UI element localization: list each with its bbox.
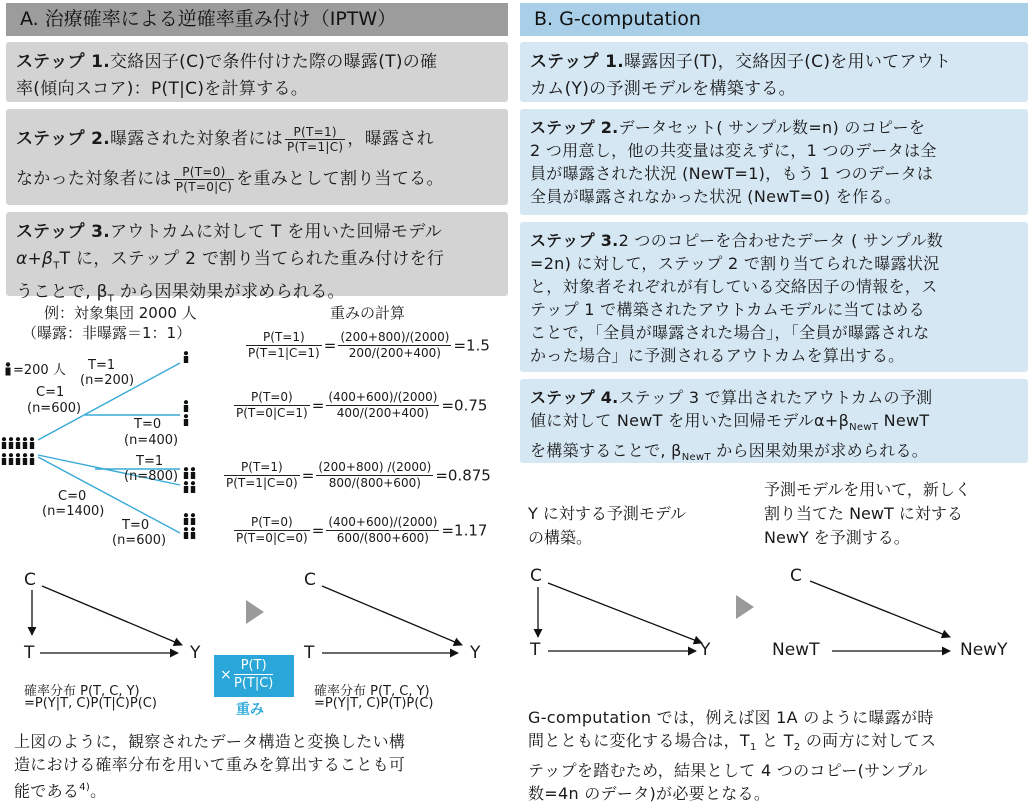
fraction-denominator: P(T=0|C=0) (236, 531, 308, 545)
weight-box (214, 655, 294, 697)
panel-a-note (14, 730, 508, 802)
step-label: ステップ 3. (530, 231, 619, 250)
weight-calc: $\frac{P(T=1)}{P(T=1|C=0)}$ = $\frac{(200+800) /(2000)}{800/(800+600)}$ =0.875 (226, 460, 491, 490)
transform-arrow (246, 600, 264, 624)
weight-calc: $\frac{P(T=0)}{P(T=0|C=1)}$ = $\frac{(400+600)/(2000)}{400/(200+400)}$ =0.75 (236, 390, 488, 420)
subscript: T (53, 260, 60, 272)
calc-fraction (224, 460, 300, 491)
person-icon-body (2, 458, 6, 465)
transform-arrow (736, 595, 754, 619)
fraction-numerator: (200+800) /(2000) (318, 460, 432, 474)
step-text: テップ 1 で構築されたアウトカムモデルに当てはめる (530, 300, 925, 319)
dag-node-y: Y (700, 640, 711, 660)
caption-line: Y に対する予測モデル (528, 504, 687, 523)
dag-distribution: 確率分布 P(T, C, Y) (314, 684, 430, 699)
panel-b-step2 (520, 109, 1028, 215)
panel-b-left-caption (528, 502, 686, 550)
step-text: 全員が曝露されなかった状況 (NewT=0) を作る。 (530, 187, 902, 206)
step-label: ステップ 2. (16, 129, 110, 149)
dag-distribution: 確率分布 P(T, C, Y) (24, 684, 140, 699)
person-icon-head (184, 481, 188, 485)
weight-label: 重み (236, 702, 264, 718)
calc-result: =0.75 (441, 396, 488, 415)
tree-label: C=1 (36, 385, 65, 400)
dag-node-y: Y (190, 643, 201, 663)
step-text: ステップ 3 で算出されたアウトカムの予測 (618, 388, 933, 407)
step-text: T に，ステップ 2 で割り当てられた重み付けを行 (59, 249, 445, 269)
tree-label: (n=800) (124, 469, 179, 484)
calc-fraction (326, 515, 439, 546)
fraction-denominator: P(T=1|C) (286, 139, 344, 154)
step-text: うことで, β (16, 282, 108, 303)
times-symbol: × (220, 667, 232, 683)
weight-calc: $\frac{P(T=1)}{P(T=1|C=1)}$ = $\frac{(200+800)/(2000)}{200/(200+400)}$ =1.5 (248, 330, 490, 360)
subscript: 1 (749, 742, 757, 754)
step-label: ステップ 4. (530, 388, 619, 407)
subscript: NewT (849, 422, 879, 434)
tree-label: (n=600) (27, 401, 82, 416)
person-icon-body (191, 472, 195, 479)
dag-model-arrows (538, 583, 702, 651)
tree-label: (n=600) (112, 533, 167, 548)
person-icon-head (184, 527, 188, 531)
person-icon-head (23, 437, 27, 441)
fraction-denominator: 600/(800+600) (336, 531, 429, 545)
fraction-denominator: P(T=0|C=1) (236, 406, 308, 420)
population-icons (2, 437, 34, 465)
dag-node-newy: NewY (960, 640, 1008, 660)
weight-fraction (174, 165, 234, 194)
weight-fraction (234, 657, 273, 692)
panel-b-step1 (520, 42, 1028, 102)
dag-node-t: T (530, 640, 541, 660)
person-icon-body (30, 458, 34, 465)
fraction-denominator: P(T|C) (234, 676, 274, 691)
panel-b-note (528, 706, 1022, 805)
step-text: データセット( サンプル数=n) のコピーを (618, 118, 926, 137)
tree-label: T=0 (134, 417, 162, 432)
calc-fraction (246, 330, 322, 361)
step-text: 値に対して NewT を用いた回帰モデルα+β (530, 411, 850, 430)
panel-a-step1 (6, 42, 508, 102)
person-icon-body (184, 518, 188, 525)
calc-result: =1.17 (441, 521, 488, 540)
person-icon-head (191, 513, 195, 517)
note-line: と T (756, 731, 794, 750)
person-icon-body (191, 518, 195, 525)
example-ratio: （曝露：非曝露＝1：1） (22, 324, 192, 342)
reference-number: 4) (79, 782, 91, 793)
person-icon-body (2, 442, 6, 449)
tree-label: T=0 (122, 518, 150, 533)
fraction-numerator: P(T=0) (234, 390, 310, 406)
panel-b-right-caption (764, 478, 971, 550)
person-icon-head (30, 437, 34, 441)
step-text: を重みとして割り当てる。 (236, 169, 444, 189)
step-text: から因果効果が求められる。 (114, 282, 345, 303)
person-icon-body (9, 458, 13, 465)
calc-result: =1.5 (453, 336, 490, 355)
panel-a-dag-arrows (0, 560, 510, 670)
step-text: かった場合」に予測されるアウトカムを算出する。 (530, 346, 905, 365)
person-icon-body (184, 356, 188, 363)
fraction-denominator: P(T=1|C=0) (226, 476, 298, 490)
note-line: テップを踏むため，結果として 4 つのコピー(サンプル (528, 761, 928, 781)
panel-a-title: A. 治療確率による逆確率重み付け（IPTW） (6, 3, 508, 36)
tree-label: (n=200) (80, 373, 135, 388)
step-label: ステップ 1. (530, 52, 624, 72)
person-icon-head (16, 437, 20, 441)
person-icon-body (184, 419, 188, 426)
person-icon-head (2, 437, 6, 441)
person-icon-head (191, 481, 195, 485)
step-text: 率(傾向スコア)：P(T|C)を計算する。 (16, 79, 309, 99)
panel-b-step3 (520, 222, 1028, 372)
tree-label: T=1 (88, 358, 116, 373)
note-line: 。 (90, 781, 107, 801)
person-icon-head (30, 453, 34, 457)
person-icon-head (2, 453, 6, 457)
fraction-denominator: 800/(800+600) (328, 476, 421, 490)
step-text: 員が曝露された状況 (NewT=1)，もう 1 つのデータは (530, 164, 934, 183)
panel-a-step3 (6, 212, 508, 305)
step-text: カム(Y)の予測モデルを構築する。 (530, 79, 796, 99)
calc-fraction (338, 330, 451, 361)
person-icon-head (191, 527, 195, 531)
person-icon-head (9, 437, 13, 441)
note-line: 間とともに変化する場合は，T (528, 731, 750, 750)
fraction-numerator: (400+600)/(2000) (328, 390, 438, 404)
step-text: なかった対象者には (16, 169, 172, 189)
dag-node-c: C (24, 570, 36, 590)
person-icon-body (16, 442, 20, 449)
person-icon-head (184, 467, 188, 471)
legend-label: =200 人 (13, 363, 66, 378)
person-icon-body (191, 532, 195, 539)
fraction-numerator: (400+600)/(2000) (328, 515, 438, 529)
step-text: と，対象者それぞれが有している交絡因子の情報を，ス (530, 277, 938, 296)
step-text: アウトカムに対して T を用いた回帰モデル (109, 222, 443, 242)
note-line: 数=4n のデータ)が必要となる。 (528, 784, 771, 804)
tree-label: (n=1400) (42, 504, 105, 519)
fraction-numerator: P(T=1) (246, 330, 322, 346)
person-icon-head (184, 414, 188, 418)
step-text: 曝露因子(T)，交絡因子(C)を用いてアウト (623, 52, 952, 72)
note-line: 能である (14, 781, 80, 801)
fraction-numerator: P(T=1) (285, 125, 345, 140)
panel-b-step4 (520, 379, 1028, 463)
example-title: 例：対象集団 2000 人 (44, 304, 197, 322)
fraction-numerator: P(T=0) (234, 515, 310, 531)
dag-target-arrows (322, 586, 462, 653)
panel-a-step2 (6, 109, 508, 205)
fraction-denominator: P(T=1|C=1) (248, 346, 320, 360)
dag-node-newt: NewT (772, 640, 820, 660)
tree-label: C=0 (58, 489, 87, 504)
step-text: ことで，「全員が曝露された場合」，「全員が曝露されな (530, 323, 930, 342)
note-line: 造における確率分布を用いて重みを算出することも可 (14, 755, 406, 774)
step-label: ステップ 2. (530, 118, 619, 137)
step-text: から因果効果が求められる。 (710, 441, 929, 461)
person-icon-body (23, 442, 27, 449)
step-text: ，曝露され (347, 129, 434, 149)
person-icon-body (184, 405, 188, 412)
step-text: 曝露された対象者には (109, 129, 283, 149)
person-icon-body (184, 486, 188, 493)
dag-predict-arrows (810, 581, 950, 651)
step-text: α+β (16, 249, 54, 269)
caption-line: 予測モデルを用いて，新しく (764, 480, 971, 499)
subscript: T (107, 293, 115, 305)
person-icon-head (184, 351, 188, 355)
person-icon-body (184, 532, 188, 539)
leaf-icons (184, 351, 195, 539)
person-icon-body (16, 458, 20, 465)
subscript: 2 (793, 742, 801, 754)
dag-node-y: Y (470, 643, 481, 663)
calc-fraction (234, 390, 310, 421)
calc-fraction (234, 515, 310, 546)
step-text: 2 つのコピーを合わせたデータ ( サンプル数 (618, 231, 944, 250)
person-icon-body (23, 458, 27, 465)
person-icon-body (191, 486, 195, 493)
caption-line: 割り当てた NewT に対する (764, 504, 963, 523)
dag-node-t: T (24, 643, 35, 663)
step-text: NewT (878, 411, 930, 430)
fraction-numerator: P(T=1) (224, 460, 300, 476)
note-line: 上図のように，観察されたデータ構造と変換したい構 (14, 732, 406, 751)
calc-fraction (316, 460, 433, 491)
weight-fraction (285, 125, 345, 154)
subscript: NewT (681, 452, 711, 464)
weight-calc: $\frac{P(T=0)}{P(T=0|C=0)}$ = $\frac{(400+600)/(2000)}{600/(800+600)}$ =1.17 (236, 515, 488, 545)
dag-distribution: =P(Y|T, C)P(T|C)P(C) (24, 696, 157, 711)
panel-b-dag-arrows (514, 555, 1028, 665)
dag-node-t: T (304, 643, 315, 663)
tree-label: (n=400) (124, 433, 179, 448)
dag-node-c: C (304, 570, 316, 590)
person-icon-body (184, 472, 188, 479)
calc-title: 重みの計算 (330, 304, 406, 322)
person-icon-head (16, 453, 20, 457)
step-text: を構築することで, β (530, 441, 682, 461)
fraction-numerator: (200+800)/(2000) (340, 330, 450, 344)
fraction-numerator: P(T) (234, 657, 273, 675)
calc-result: =0.875 (435, 466, 491, 485)
person-icon-body (30, 442, 34, 449)
calc-fraction (326, 390, 439, 421)
step-label: ステップ 3. (16, 222, 110, 242)
person-icon-head (23, 453, 27, 457)
fraction-denominator: P(T=0|C) (175, 179, 233, 194)
fraction-denominator: 400/(200+400) (336, 406, 429, 420)
caption-line: の構築。 (528, 528, 593, 547)
person-icon-head (184, 513, 188, 517)
dag-node-c: C (530, 566, 542, 586)
note-line: の両方に対してス (800, 731, 937, 750)
step-label: ステップ 1. (16, 52, 110, 72)
person-icon-body (9, 442, 13, 449)
person-icon-head (184, 400, 188, 404)
fraction-numerator: P(T=0) (174, 165, 234, 180)
person-icon-head (191, 467, 195, 471)
person-icon-head (9, 453, 13, 457)
step-text: =2n) に対して，ステップ 2 で割り当てられた曝露状況 (530, 254, 940, 273)
note-line: G-computation では，例えば図 1A のように曝露が時 (528, 708, 934, 727)
dag-distribution: =P(Y|T, C)P(T)P(C) (314, 696, 434, 711)
caption-line: NewY を予測する。 (764, 528, 910, 547)
dag-node-c: C (790, 566, 802, 586)
tree-label: T=1 (136, 454, 164, 469)
dag-observed-arrows (32, 586, 182, 653)
panel-b-title: B. G-computation (520, 3, 1028, 36)
fraction-denominator: 200/(200+400) (348, 346, 441, 360)
step-text: 交絡因子(C)で条件付けた際の曝露(T)の確 (109, 52, 438, 72)
step-text: 2 つ用意し，他の共変量は変えずに，1 つのデータは全 (530, 141, 937, 160)
